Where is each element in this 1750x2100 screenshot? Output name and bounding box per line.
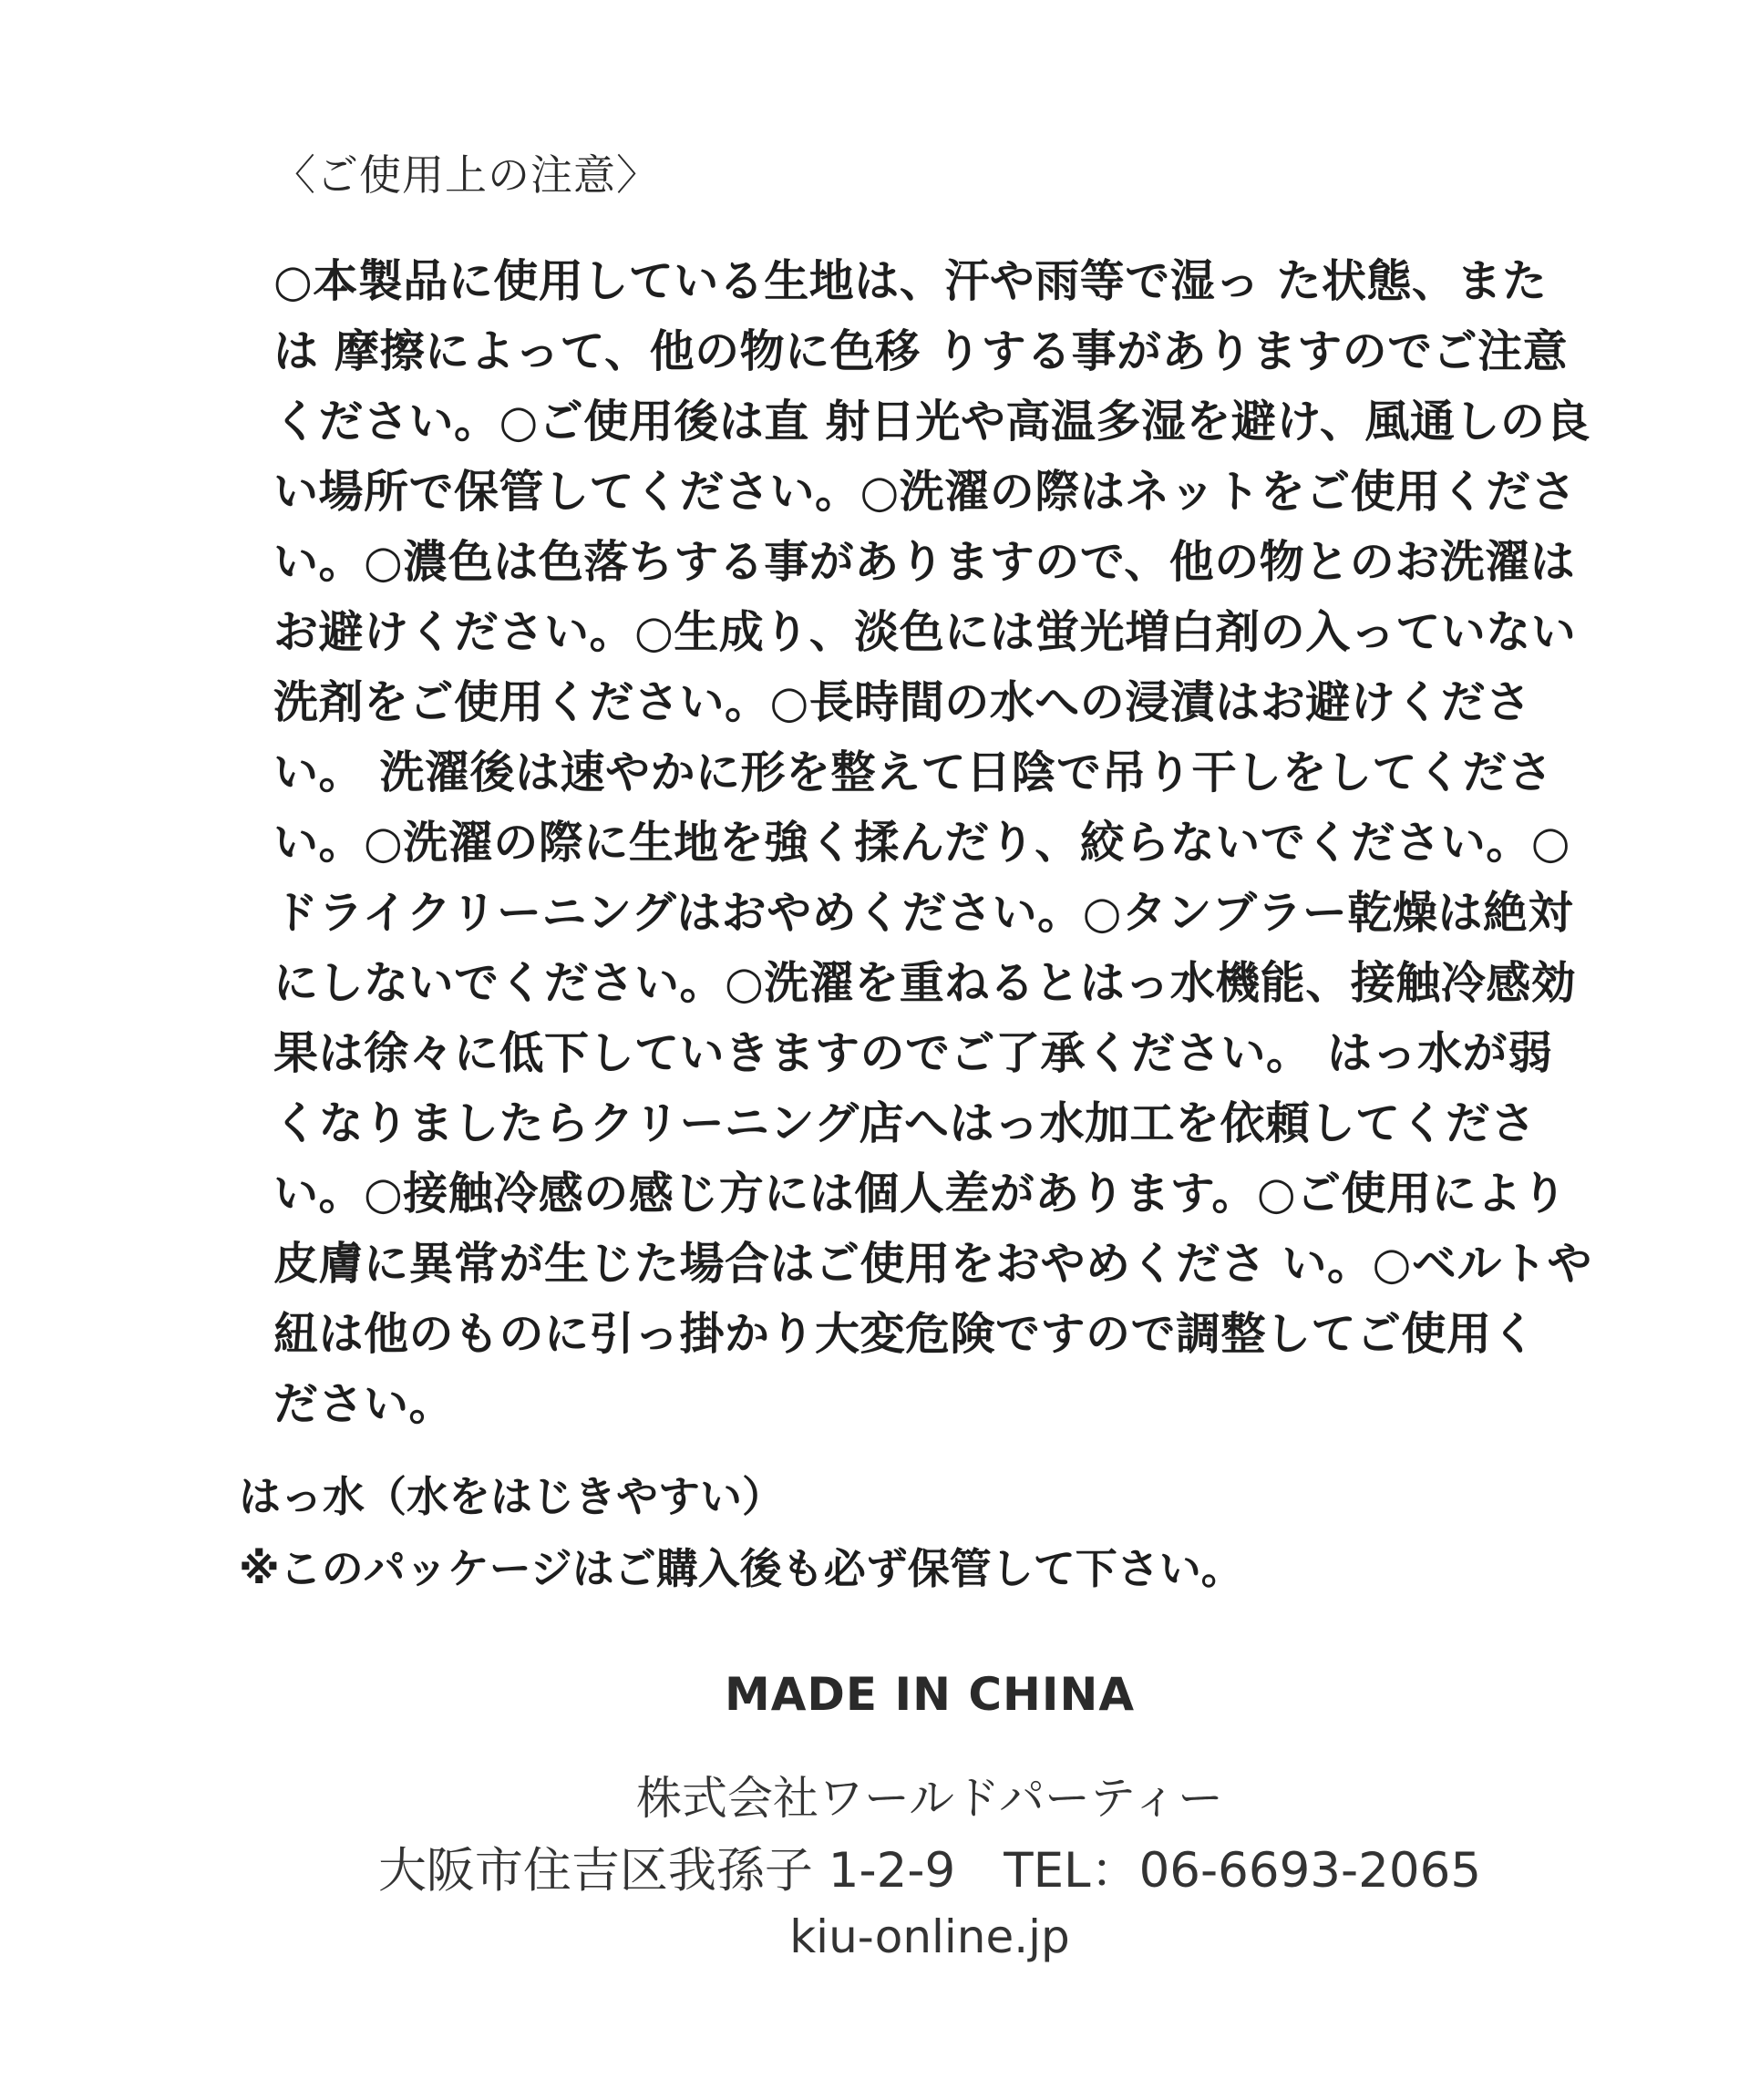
caution-text: [273, 246, 1592, 1439]
caution-line: くなりましたらクリーニング店へはっ水加工を依頼してくださ: [273, 1097, 1537, 1149]
caution-line: い場所で保管してください。○洗濯の際はネットをご使用くださ: [273, 466, 1577, 518]
caution-line: 紐は他のものに引っ掛かり大変危険ですので調整してご使用く: [273, 1308, 1538, 1360]
caution-line: い。 洗濯後は速やかに形を整えて日陰で吊り干しをしてくださ: [273, 746, 1553, 798]
caution-line: お避けください。○生成り、淡色には蛍光増白剤の入っていない: [273, 606, 1577, 658]
caution-line: ○本製品に使用している生地は、汗や雨等で湿っ た状態、また: [273, 255, 1548, 307]
package-keep-note: ※このパッケージはご購入後も必ず保管して下さい。: [239, 1544, 1243, 1593]
caution-line: ださい。: [273, 1378, 455, 1430]
caution-line: は 摩擦によって、他の物に色移 りする事がありますのでご注意: [273, 325, 1569, 377]
made-in-label: MADE IN CHINA: [724, 1668, 1136, 1721]
caution-line: 果は徐々に低下していきますのでご了承ください。 はっ水が弱: [273, 1027, 1553, 1079]
section-heading: 〈ご使用上の注意〉: [273, 150, 659, 200]
company-address: 大阪市住吉区我孫子 1-2-9 TEL：06-6693-2065: [377, 1843, 1482, 1899]
caution-line: ください。○ご使用後は直 射日光や高温多湿を避け、風通しの良: [273, 396, 1590, 448]
water-repellent-note: はっ水（水をはじきやすい）: [239, 1472, 784, 1521]
caution-line: い。○濃色は色落ちする事がありますので、他の物とのお洗濯は: [273, 536, 1576, 588]
company-name: 株式会社ワールドパーティー: [636, 1772, 1223, 1825]
caution-line: い。○接触冷感の感じ方には個人差があります。○ご使用により: [273, 1168, 1568, 1220]
caution-line: い。○洗濯の際に生地を強く揉んだり、絞らないでください。○: [273, 817, 1571, 869]
caution-line: 洗剤をご使用ください。○長時間の水への浸漬はお避けくださ: [273, 676, 1531, 728]
website-url: kiu-online.jp: [789, 1910, 1070, 1963]
caution-line: 皮膚に異常が生じた場合はご使用をおやめくださ い。○ベルトや: [273, 1238, 1592, 1290]
caution-line: にしないでください。○洗濯を重ねるとはっ水機能、接触冷感効: [273, 957, 1577, 1009]
caution-line: ドライクリーニングはおやめください。○タンブラー乾燥は絶対: [273, 887, 1573, 939]
